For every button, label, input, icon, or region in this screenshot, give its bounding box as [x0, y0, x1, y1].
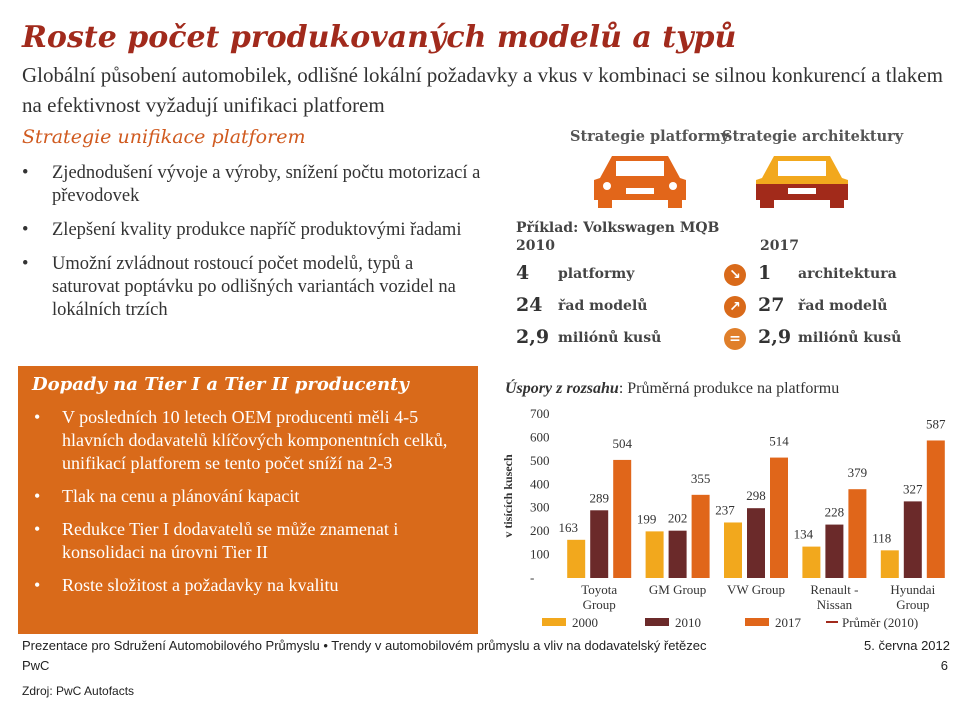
- chart-bar-2000: [881, 550, 899, 578]
- strategy-bullet: • Umožní zvládnout rostoucí počet modelů, typů a saturovat poptávku po odlišných variantách vozidel na lokálních trzích: [22, 253, 482, 322]
- chart-category-label: Group: [582, 597, 616, 612]
- architecture-strategy-label: Strategie architektury: [722, 128, 904, 145]
- example-right-unit: miliónů kusů: [798, 330, 902, 346]
- example-right-unit: architektura: [798, 266, 897, 282]
- car-right-windshield: [778, 161, 826, 176]
- strategy-heading: Strategie unifikace platforem: [22, 126, 306, 148]
- car-left-lamp: [603, 182, 611, 190]
- car-right-grille: [788, 188, 816, 194]
- example-year-left: 2010: [516, 238, 555, 254]
- chart-y-tick-label: 300: [530, 499, 550, 515]
- car-left-icon: [590, 150, 690, 210]
- chart-data-label: 327: [903, 481, 923, 497]
- chart-bar-2017: [692, 495, 710, 578]
- source-note: Zdroj: PwC Autofacts: [22, 684, 135, 698]
- chart-bar-2017: [848, 489, 866, 578]
- chart-y-axis-label: v tisících kusech: [501, 454, 515, 538]
- example-right-number: 2,9: [758, 326, 792, 348]
- chart-title-bold: Úspory z rozsahu: [505, 380, 619, 397]
- impact-heading: Dopady na Tier I a Tier II producenty: [32, 374, 409, 395]
- impact-bullet-list: [32, 406, 472, 607]
- increase-arrow-icon: ↗: [724, 296, 746, 318]
- chart-legend-label: 2010: [675, 615, 701, 630]
- page-subtitle: Globální působení automobilek, odlišné lokální požadavky a vkus v kombinaci se silnou konkurencí a tlakem na efektivnost vyžadují unifikaci platforem: [22, 63, 943, 117]
- chart-title: [505, 380, 839, 398]
- strategy-bullet: • Zlepšení kvality produkce napříč produktovými řadami: [22, 219, 482, 242]
- chart-bar-2000: [567, 540, 585, 578]
- example-left-number: 4: [516, 262, 530, 284]
- example-left-unit: platformy: [558, 266, 635, 282]
- chart-bar-2000: [802, 547, 820, 578]
- chart-legend-swatch: [745, 618, 769, 626]
- car-right-wheel: [760, 200, 774, 208]
- example-right-number: 1: [758, 262, 772, 284]
- chart-category-label: Renault -: [810, 582, 859, 597]
- chart-data-label: 202: [667, 510, 688, 526]
- chart-y-axis-label-group: [501, 454, 515, 538]
- chart-legend-swatch: [542, 618, 566, 626]
- chart-y-tick-label: 400: [530, 476, 550, 492]
- car-left-grille: [626, 188, 654, 194]
- car-left-wheel: [668, 200, 682, 208]
- chart-data-label: 587: [926, 416, 946, 432]
- chart-y-tick-label: 700: [530, 406, 550, 421]
- impact-bullet: • Tlak na cenu a plánování kapacit: [32, 485, 472, 508]
- example-right-number: 27: [758, 294, 785, 316]
- car-right-icon: [752, 150, 852, 210]
- chart-data-label: 379: [847, 465, 868, 481]
- chart-legend-label: 2017: [775, 615, 801, 630]
- chart-data-label: 199: [636, 511, 657, 527]
- chart-y-tick-label: 600: [530, 429, 550, 445]
- chart-data-label: 237: [715, 502, 735, 518]
- chart-legend: [542, 615, 918, 630]
- equals-icon: =: [724, 328, 746, 350]
- chart-y-tick-label: -: [530, 570, 535, 585]
- chart-data-label: 514: [769, 433, 789, 449]
- impact-bullet: • Redukce Tier I dodavatelů se může znamenat i konsolidaci na úrovni Tier II: [32, 518, 472, 564]
- footer-brand: PwC: [22, 658, 50, 673]
- strategy-bullet-list: [22, 162, 482, 333]
- chart-bar-2010: [904, 501, 922, 578]
- chart-y-tick-label: 100: [530, 546, 550, 562]
- strategy-bullet: • Zjednodušení vývoje a výroby, snížení počtu motorizací a převodovek: [22, 162, 482, 208]
- chart-category-label: Nissan: [816, 597, 853, 612]
- chart-y-tick-label: 200: [530, 523, 550, 539]
- car-left-lamp: [669, 182, 677, 190]
- chart-title-rest: : Průměrná produkce na platformu: [618, 380, 840, 397]
- chart-legend-label: 2000: [572, 615, 598, 630]
- chart-legend-swatch: [645, 618, 669, 626]
- chart-bar-2010: [669, 531, 687, 578]
- impact-box: [18, 366, 478, 634]
- car-left-wheel: [598, 200, 612, 208]
- decrease-arrow-icon: ↘: [724, 264, 746, 286]
- platform-strategy-label: Strategie platformy: [570, 128, 730, 145]
- chart-legend-average-label: Průměr (2010): [842, 615, 919, 630]
- page-number: 6: [940, 658, 948, 673]
- chart-category-label: Group: [896, 597, 930, 612]
- chart-bar-2017: [613, 460, 631, 578]
- chart-data-label: 228: [824, 504, 845, 520]
- chart-data-label: 118: [872, 530, 892, 546]
- chart-data-label: 504: [612, 435, 632, 451]
- chart-category-label: Toyota: [581, 582, 618, 597]
- chart-bar-2017: [927, 440, 945, 578]
- example-left-number: 24: [516, 294, 543, 316]
- example-title: Příklad: Volkswagen MQB: [516, 220, 720, 236]
- footer-presentation: Prezentace pro Sdružení Automobilového Průmyslu • Trendy v automobilovém průmyslu a vliv na dodavatelský řetězec: [22, 638, 707, 653]
- chart-data-label: 355: [690, 470, 711, 486]
- chart-data-label: 163: [558, 519, 578, 535]
- example-left-unit: řad modelů: [558, 298, 648, 314]
- page-title: Roste počet produkovaných modelů a typů: [22, 20, 737, 55]
- chart-y-ticks: [530, 406, 550, 585]
- chart-category-label: VW Group: [727, 582, 785, 597]
- impact-bullet: • V posledních 10 letech OEM producenti měli 4-5 hlavních dodavatelů klíčových komponentních celků, unifikací platforem se tento počet sníží na 2-3: [32, 406, 472, 475]
- production-chart: [490, 402, 960, 634]
- chart-bar-2010: [747, 508, 765, 578]
- car-right-wheel: [830, 200, 844, 208]
- chart-category-label: GM Group: [648, 582, 707, 597]
- chart-y-tick-label: 500: [530, 452, 550, 468]
- example-left-unit: miliónů kusů: [558, 330, 662, 346]
- chart-data-label: 298: [746, 488, 766, 504]
- chart-category-labels: [581, 582, 935, 612]
- chart-bar-2017: [770, 458, 788, 578]
- chart-bars: [567, 440, 945, 578]
- chart-data-label: 134: [793, 526, 814, 542]
- chart-bar-2010: [590, 510, 608, 578]
- chart-bar-2010: [825, 525, 843, 578]
- chart-data-label: 289: [589, 490, 609, 506]
- example-right-unit: řad modelů: [798, 298, 888, 314]
- chart-bar-2000: [646, 531, 664, 578]
- example-year-right: 2017: [760, 238, 799, 254]
- car-left-windshield: [616, 161, 664, 176]
- chart-bar-2000: [724, 522, 742, 578]
- footer-date: 5. června 2012: [863, 638, 950, 653]
- impact-bullet: • Roste složitost a požadavky na kvalitu: [32, 574, 472, 597]
- chart-category-label: Hyundai: [890, 582, 936, 597]
- example-left-number: 2,9: [516, 326, 550, 348]
